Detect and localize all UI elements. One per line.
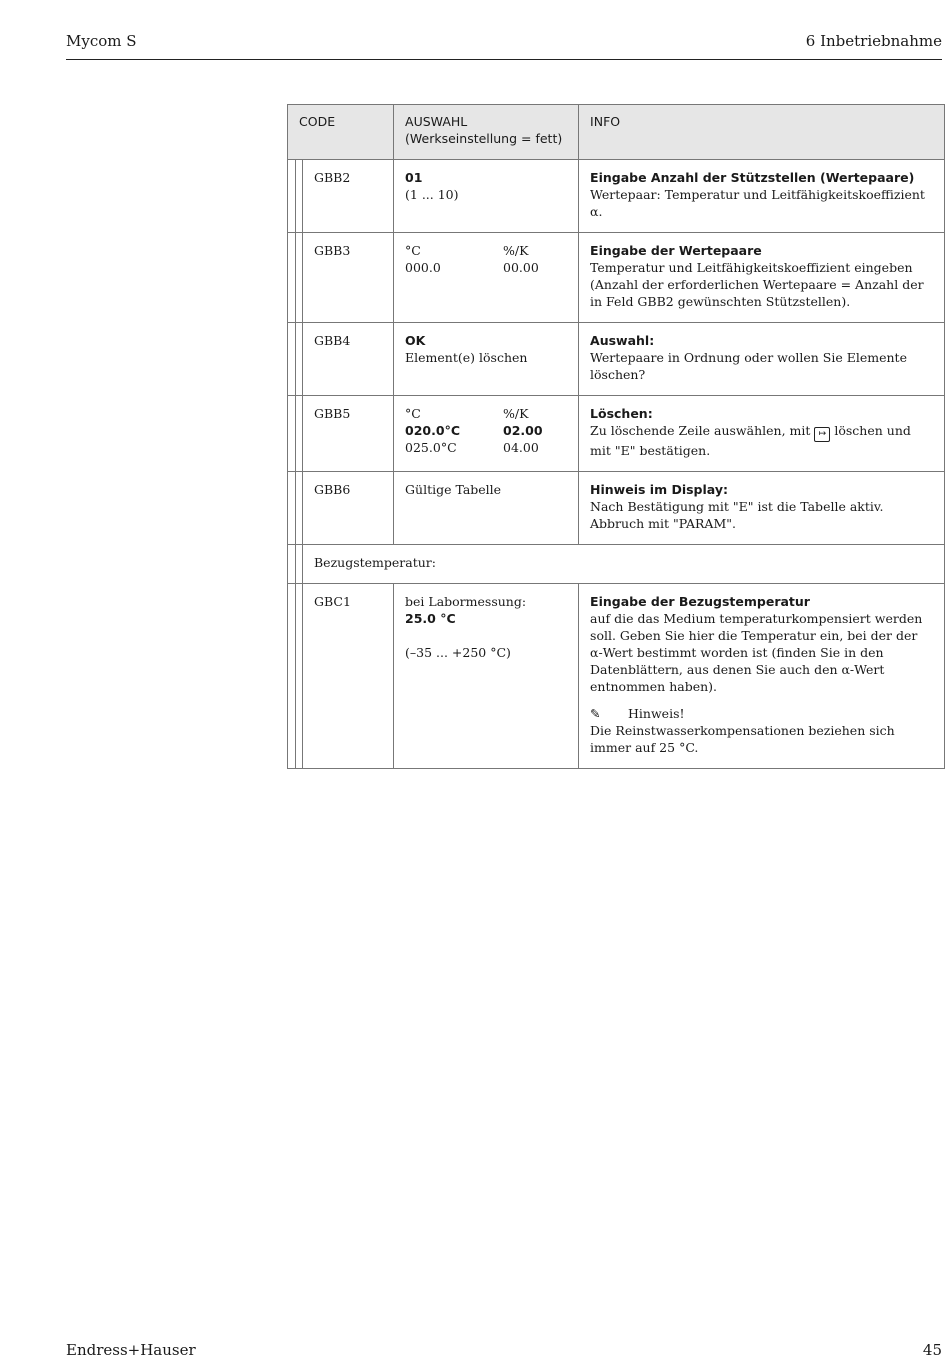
info-cell: Hinweis im Display: Nach Bestätigung mit "E" ist die Tabelle aktiv. Abbruch mit "PARAM".	[579, 472, 945, 545]
auswahl-cell: °C %/K 020.0°C 02.00 025.0°C 04.00	[394, 396, 579, 472]
info-cell: Eingabe der Wertepaare Temperatur und Leitfähigkeitskoeffizient eingeben (Anzahl der erforderlichen Wertepaare = Anzahl der in Feld GBB2 gewünschten Stützstellen).	[579, 233, 945, 323]
header-rule	[66, 59, 942, 60]
section-title: Bezugstemperatur:	[303, 545, 945, 584]
table-row	[288, 396, 945, 472]
page-number: 45	[922, 1341, 942, 1359]
table-header-row	[288, 105, 945, 160]
auswahl-cell: Gültige Tabelle	[394, 472, 579, 545]
auswahl-cell: 01 (1 ... 10)	[394, 160, 579, 233]
enter-key-icon: ↦	[814, 427, 830, 442]
parameter-table	[287, 104, 945, 769]
code-cell: GBB5	[303, 396, 394, 472]
auswahl-cell: bei Labormessung: 25.0 °C (–35 ... +250 °C)	[394, 584, 579, 769]
section-row	[288, 545, 945, 584]
table-row	[288, 584, 945, 769]
code-cell: GBB4	[303, 323, 394, 396]
info-cell: Eingabe Anzahl der Stützstellen (Wertepaare) Wertepaar: Temperatur und Leitfähigkeitskoeffizient α.	[579, 160, 945, 233]
info-cell: Löschen: Zu löschende Zeile auswählen, mit ↦ löschen und mit "E" bestätigen.	[579, 396, 945, 472]
code-cell: GBC1	[303, 584, 394, 769]
table-row	[288, 233, 945, 323]
info-cell: Eingabe der Bezugstemperatur auf die das Medium temperaturkompensiert werden soll. Geben Sie hier die Temperatur ein, bei der der α-Wert bestimmt worden ist (finden Sie in den Datenblättern, aus denen Sie auch den α-Wert entnommen haben). ✎ Hinweis! Die Reinstwasserkompensationen beziehen sich immer auf 25 °C.	[579, 584, 945, 769]
table-row	[288, 160, 945, 233]
auswahl-cell: °C %/K 000.0 00.00	[394, 233, 579, 323]
pencil-icon: ✎	[590, 706, 601, 721]
code-cell: GBB2	[303, 160, 394, 233]
code-cell: GBB3	[303, 233, 394, 323]
header-product: Mycom S	[66, 32, 137, 50]
footer-brand: Endress+Hauser	[66, 1341, 196, 1359]
info-cell: Auswahl: Wertepaare in Ordnung oder wollen Sie Elemente löschen?	[579, 323, 945, 396]
table-row	[288, 472, 945, 545]
header-chapter: 6 Inbetriebnahme	[805, 32, 942, 50]
header-info: INFO	[579, 105, 945, 160]
auswahl-cell: OK Element(e) löschen	[394, 323, 579, 396]
code-cell: GBB6	[303, 472, 394, 545]
header-code: CODE	[288, 105, 394, 160]
header-auswahl: AUSWAHL (Werkseinstellung = fett)	[394, 105, 579, 160]
table-row	[288, 323, 945, 396]
